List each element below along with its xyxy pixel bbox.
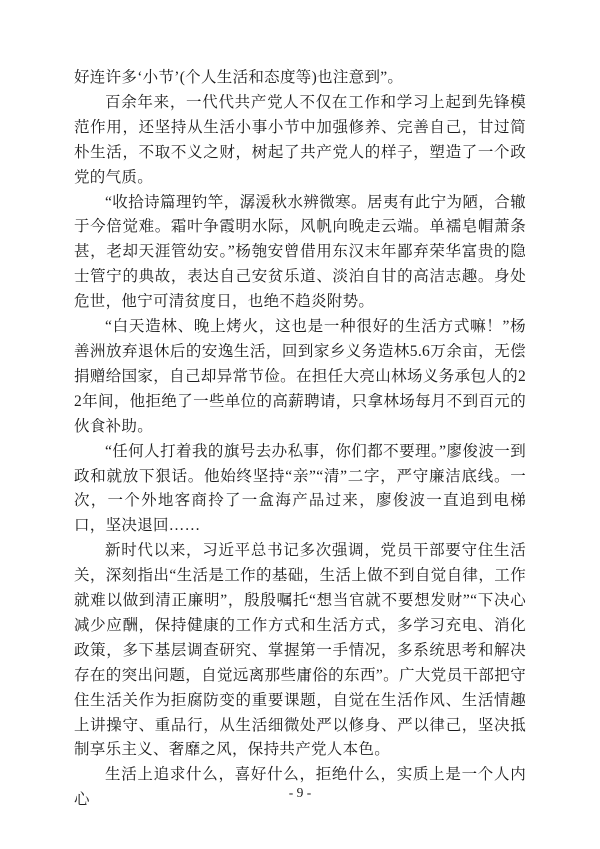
paragraph: “任何人打着我的旗号去办私事，你们都不要理。”廖俊波一到政和就放下狠话。他始终坚持“亲”“清”二字，严守廉洁底线。一次，一个外地客商拎了一盒海产品过来，廖俊波一直追到电梯口，坚决退回…… bbox=[74, 442, 526, 535]
page-number: - 9 - bbox=[288, 785, 312, 800]
document-body bbox=[74, 66, 526, 813]
paragraph: 新时代以来，习近平总书记多次强调，党员干部要守住生活关，深刻指出“生活是工作的基础，生活上做不到自觉自律，工作就难以做到清正廉明”，殷殷嘱托“想当官就不要想发财”“下决心减少应酬，保持健康的工作方式和生活方式，多学习充电、消化政策，多下基层调查研究、掌握第一手情况，多系统思考和解决存在的突出问题，自觉远离那些庸俗的东西”。广大党员干部把守住生活关作为拒腐防变的重要课题，自觉在生活作风、生活情趣上讲操守、重品行，从生活细微处严以修身、严以律己，坚决抵制享乐主义、奢靡之风，保持共产党人本色。 bbox=[74, 542, 526, 759]
paragraph-continuation: 好连许多‘小节’(个人生活和态度等)也注意到”。 bbox=[74, 69, 404, 86]
paragraph-poem-quote: “收拾诗篇理钓竿，潺湲秋水辨微寒。居夷有此宁为陋，合辙于今倍觉难。霜叶争霞明水际，风帆向晚走云端。单襦皂帽萧条甚，老却天涯管幼安。”杨匏安曾借用东汉末年鄙弃荣华富贵的隐士管宁的典故，表达自己安贫乐道、淡泊自甘的高洁志趣。身处危世，他宁可清贫度日，也绝不趋炎附势。 bbox=[74, 193, 526, 311]
paragraph: 生活上追求什么，喜好什么，拒绝什么，实质上是一个人内心 bbox=[74, 766, 526, 809]
paragraph: “白天造林、晚上烤火，这也是一种很好的生活方式嘛！”杨善洲放弃退休后的安逸生活，回到家乡义务造林5.6万余亩，无偿捐赠给国家，自己却异常节俭。在担任大亮山林场义务承包人的22年间，他拒绝了一些单位的高薪聘请，只拿林场每月不到百元的伙食补助。 bbox=[74, 318, 526, 435]
paragraph: 百余年来，一代代共产党人不仅在工作和学习上起到先锋模范作用，还坚持从生活小事小节中加强修养、完善自己，甘过简朴生活，不取不义之财，树起了共产党人的样子，塑造了一个政党的气质。 bbox=[74, 93, 526, 186]
